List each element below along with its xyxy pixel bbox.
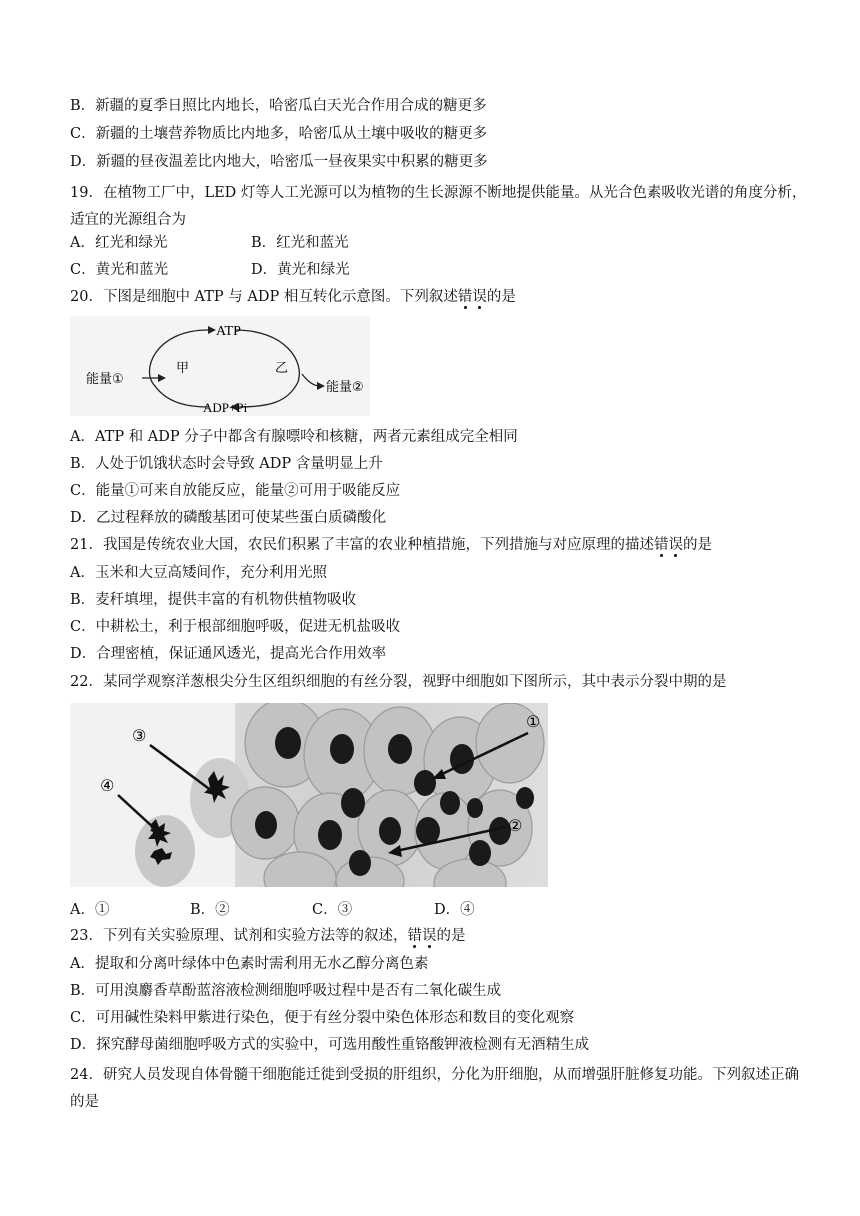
atp-label: ATP: [216, 324, 241, 339]
label-cell-3: ③: [132, 726, 147, 745]
q20-option-a: A．ATP 和 ADP 分子中都含有腺嘌呤和核糖，两者元素组成完全相同: [70, 429, 518, 445]
q20-stem: [70, 287, 810, 307]
q23-stem-text: 23．下列有关实验原理、试剂和实验方法等的叙述，: [70, 928, 408, 944]
q24-stem: 24．研究人员发现自体骨髓干细胞能迁徙到受损的肝组织，分化为肝细胞，从而增强肝脏修复功能。下列叙述正确的是: [70, 1067, 799, 1110]
q23-option-d: D．探究酵母菌细胞呼吸方式的实验中，可选用酸性重铬酸钾液检测有无酒精生成: [70, 1037, 590, 1053]
q23-stem: [70, 926, 810, 946]
q22-option-b: B．②: [190, 902, 230, 918]
q20-emphasis-2: 误: [472, 289, 487, 305]
q21-stem-text: 21．我国是传统农业大国，农民们积累了丰富的农业种植措施，下列措施与对应原理的描述: [70, 537, 654, 553]
atp-adp-cycle-diagram: [70, 316, 370, 416]
q19-option-a: A．红光和绿光: [70, 235, 168, 251]
q21-stem-suffix: 的是: [682, 537, 712, 553]
q20-option-b: B．人处于饥饿状态时会导致 ADP 含量明显上升: [70, 456, 383, 472]
q18-option-c: C．新疆的土壤营养物质比内地多，哈密瓜从土壤中吸收的糖更多: [70, 126, 488, 142]
q21-emphasis-2: 误: [668, 537, 683, 553]
onion-root-tip-micrograph: [70, 703, 548, 887]
q20-stem-suffix: 的是: [486, 289, 516, 305]
process-yi-label: 乙: [275, 361, 289, 376]
energy-2-label: 能量②: [326, 380, 364, 395]
label-cell-4: ④: [100, 776, 115, 795]
q23-option-a: A．提取和分离叶绿体中色素时需利用无水乙醇分离色素: [70, 956, 429, 972]
q19-option-d: D．黄光和绿光: [251, 262, 350, 278]
q20-option-c: C．能量①可来自放能反应，能量②可用于吸能反应: [70, 483, 401, 499]
q23-stem-suffix: 的是: [436, 928, 466, 944]
q20-option-d: D．乙过程释放的磷酸基团可使某些蛋白质磷酸化: [70, 510, 387, 526]
q22-option-c: C．③: [312, 902, 353, 918]
q21-stem: [70, 535, 810, 555]
label-cell-1: ①: [526, 712, 541, 731]
adp-label: ADP+Pi: [203, 400, 248, 415]
q18-option-b: B．新疆的夏季日照比内地长，哈密瓜白天光合作用合成的糖更多: [70, 98, 487, 114]
q21-emphasis-1: 错: [653, 537, 669, 553]
process-jia-label: 甲: [176, 361, 190, 376]
q20-stem-text: 20．下图是细胞中 ATP 与 ADP 相互转化示意图。下列叙述: [70, 289, 458, 305]
q18-option-d: D．新疆的昼夜温差比内地大，哈密瓜一昼夜果实中积累的糖更多: [70, 154, 488, 170]
label-cell-2: ②: [508, 816, 523, 835]
q22-stem: 22．某同学观察洋葱根尖分生区组织细胞的有丝分裂，视野中细胞如下图所示，其中表示分裂中期的是: [70, 674, 727, 690]
q21-option-c: C．中耕松土，利于根部细胞呼吸，促进无机盐吸收: [70, 619, 401, 635]
q23-emphasis-1: 错: [407, 928, 422, 944]
q23-emphasis-2: 误: [421, 928, 437, 944]
q22-option-d: D．④: [434, 902, 475, 918]
energy-1-label: 能量①: [86, 372, 124, 387]
q20-emphasis-1: 错: [457, 289, 473, 305]
q23-option-c: C．可用碱性染料甲紫进行染色，便于有丝分裂中染色体形态和数目的变化观察: [70, 1010, 575, 1026]
q21-option-a: A．玉米和大豆高矮间作，充分利用光照: [70, 565, 327, 581]
q19-option-b: B．红光和蓝光: [251, 235, 349, 251]
q19-option-c: C．黄光和蓝光: [70, 262, 169, 278]
q23-option-b: B．可用溴麝香草酚蓝溶液检测细胞呼吸过程中是否有二氧化碳生成: [70, 983, 502, 999]
q19-stem: 19．在植物工厂中，LED 灯等人工光源可以为植物的生长源源不断地提供能量。从光合色素吸收光谱的角度分析，适宜的光源组合为: [70, 185, 807, 228]
q21-option-d: D．合理密植，保证通风透光，提高光合作用效率: [70, 646, 387, 662]
q22-option-a: A．①: [70, 902, 110, 918]
q21-option-b: B．麦秆填埋，提供丰富的有机物供植物吸收: [70, 592, 357, 608]
